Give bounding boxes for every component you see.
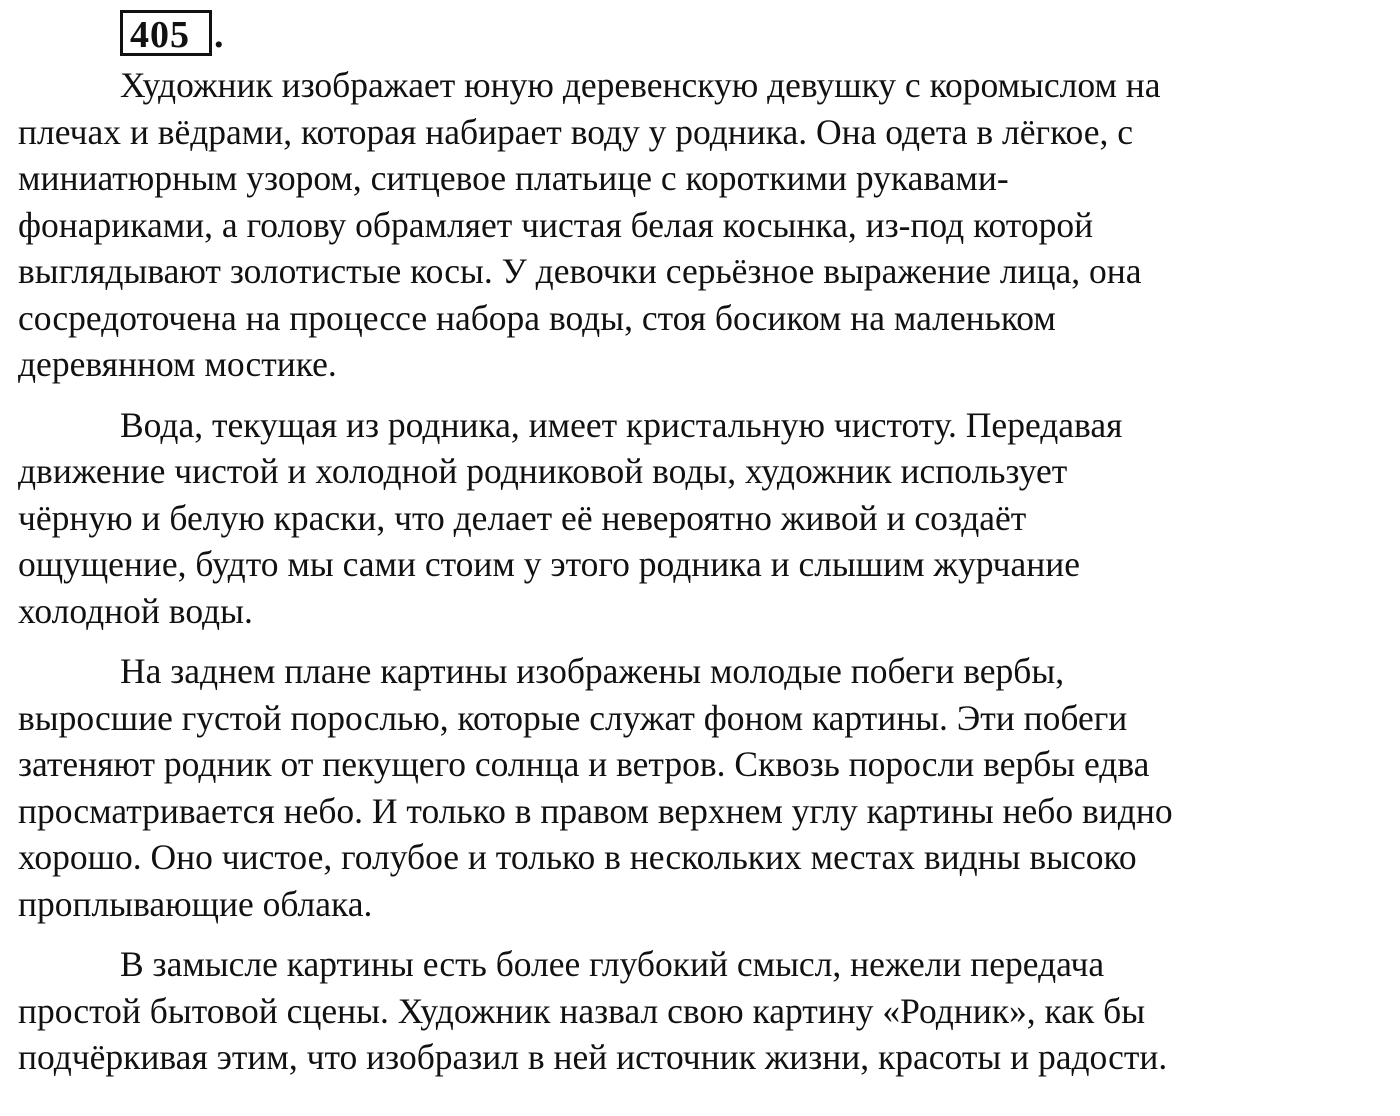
- text-line: сосредоточена на процессе набора воды, стоя босиком на маленьком: [18, 297, 1056, 338]
- text-line: миниатюрным узором, ситцевое платьице с короткими рукавами-: [18, 158, 1009, 198]
- text-line: просматривается небо. И только в правом верхнем углу картины небо видно: [18, 790, 1173, 831]
- text-line: Вода, текущая из родника, имеет кристальную чистоту. Передавая: [120, 404, 1123, 445]
- text-line: деревянном мостике.: [18, 344, 337, 384]
- paragraph-2: [18, 402, 1390, 635]
- text-line: фонариками, а голову обрамляет чистая белая косынка, из-под которой: [18, 204, 1094, 245]
- paragraph-4: [18, 941, 1390, 1081]
- text-line: хорошо. Оно чистое, голубое и только в нескольких местах видны высоко: [18, 837, 1137, 877]
- paragraph-3: [18, 648, 1390, 927]
- paragraph-1: [18, 62, 1390, 388]
- text-line: выросшие густой порослью, которые служат фоном картины. Эти побеги: [18, 697, 1128, 738]
- document-page: [18, 6, 1390, 1095]
- text-line: холодной воды.: [18, 590, 253, 631]
- text-line: Художник изображает юную деревенскую девушку с коромыслом на: [120, 65, 1161, 105]
- text-line: В замысле картины есть более глубокий смысл, нежели передача: [120, 944, 1105, 984]
- text-line: На заднем плане картины изображены молодые побеги вербы,: [120, 651, 1065, 691]
- text-line: плечах и вёдрами, которая набирает воду у родника. Она одета в лёгкое, с: [18, 111, 1133, 152]
- text-line: затеняют родник от пекущего солнца и ветров. Сквозь поросли вербы едва: [18, 744, 1150, 784]
- text-line: простой бытовой сцены. Художник назвал свою картину «Родник», как бы: [18, 990, 1146, 1031]
- text-line: подчёркивая этим, что изобразил в ней источник жизни, красоты и радости.: [18, 1037, 1168, 1077]
- exercise-number: 405: [130, 14, 190, 56]
- text-line: выглядывают золотистые косы. У девочки серьёзное выражение лица, она: [18, 251, 1142, 291]
- text-line: чёрную и белую краски, что делает её невероятно живой и создаёт: [18, 497, 1027, 538]
- text-line: проплывающие облака.: [18, 883, 373, 924]
- text-line: ощущение, будто мы сами стоим у этого родника и слышим журчание: [18, 544, 1080, 584]
- exercise-number-dot: .: [214, 14, 224, 56]
- text-line: движение чистой и холодной родниковой воды, художник использует: [18, 451, 1068, 491]
- exercise-header: [18, 6, 1390, 62]
